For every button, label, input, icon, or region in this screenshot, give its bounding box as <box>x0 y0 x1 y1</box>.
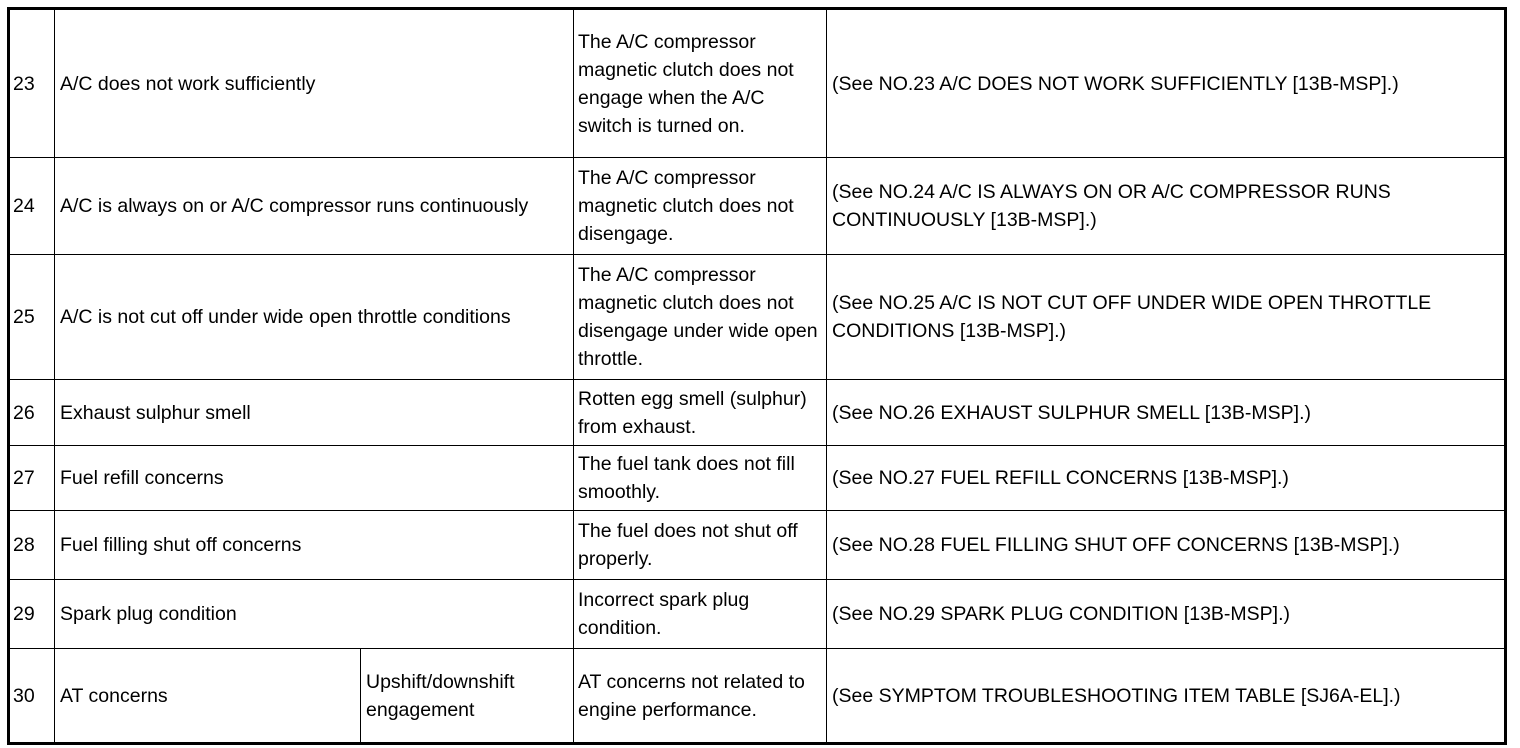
reference-cell: (See NO.27 FUEL REFILL CONCERNS [13B-MSP].) <box>827 446 1506 511</box>
table-row <box>9 649 1506 744</box>
table-row <box>9 9 1506 158</box>
reference-cell: (See NO.28 FUEL FILLING SHUT OFF CONCERNS [13B-MSP].) <box>827 511 1506 580</box>
symptom-cell: AT concerns <box>55 649 361 744</box>
row-number: 29 <box>9 580 55 649</box>
table-row <box>9 380 1506 446</box>
symptom-troubleshooting-table <box>7 7 1507 745</box>
condition-cell: The A/C compressor magnetic clutch does not disengage under wide open throttle. <box>574 255 827 380</box>
row-number: 25 <box>9 255 55 380</box>
condition-cell: Rotten egg smell (sulphur) from exhaust. <box>574 380 827 446</box>
condition-cell: AT concerns not related to engine performance. <box>574 649 827 744</box>
reference-cell: (See NO.25 A/C IS NOT CUT OFF UNDER WIDE OPEN THROTTLE CONDITIONS [13B-MSP].) <box>827 255 1506 380</box>
sub-symptom-cell: Upshift/downshift engagement <box>361 649 574 744</box>
symptom-cell: Exhaust sulphur smell <box>55 380 574 446</box>
row-number: 27 <box>9 446 55 511</box>
condition-cell: The fuel does not shut off properly. <box>574 511 827 580</box>
symptom-cell: Spark plug condition <box>55 580 574 649</box>
table-row <box>9 511 1506 580</box>
row-number: 26 <box>9 380 55 446</box>
symptom-cell: Fuel refill concerns <box>55 446 574 511</box>
symptom-cell: A/C does not work sufficiently <box>55 9 574 158</box>
symptom-cell: A/C is always on or A/C compressor runs continuously <box>55 158 574 255</box>
row-number: 28 <box>9 511 55 580</box>
symptom-cell: A/C is not cut off under wide open throttle conditions <box>55 255 574 380</box>
condition-cell: Incorrect spark plug condition. <box>574 580 827 649</box>
table-row <box>9 446 1506 511</box>
reference-cell: (See NO.23 A/C DOES NOT WORK SUFFICIENTLY [13B-MSP].) <box>827 9 1506 158</box>
row-number: 24 <box>9 158 55 255</box>
symptom-cell: Fuel filling shut off concerns <box>55 511 574 580</box>
table-row <box>9 255 1506 380</box>
table-row <box>9 158 1506 255</box>
reference-cell: (See NO.24 A/C IS ALWAYS ON OR A/C COMPRESSOR RUNS CONTINUOUSLY [13B-MSP].) <box>827 158 1506 255</box>
condition-cell: The fuel tank does not fill smoothly. <box>574 446 827 511</box>
reference-cell: (See NO.29 SPARK PLUG CONDITION [13B-MSP].) <box>827 580 1506 649</box>
condition-cell: The A/C compressor magnetic clutch does not disengage. <box>574 158 827 255</box>
table-row <box>9 580 1506 649</box>
condition-cell: The A/C compressor magnetic clutch does not engage when the A/C switch is turned on. <box>574 9 827 158</box>
row-number: 23 <box>9 9 55 158</box>
reference-cell: (See NO.26 EXHAUST SULPHUR SMELL [13B-MSP].) <box>827 380 1506 446</box>
row-number: 30 <box>9 649 55 744</box>
reference-cell: (See SYMPTOM TROUBLESHOOTING ITEM TABLE [SJ6A-EL].) <box>827 649 1506 744</box>
